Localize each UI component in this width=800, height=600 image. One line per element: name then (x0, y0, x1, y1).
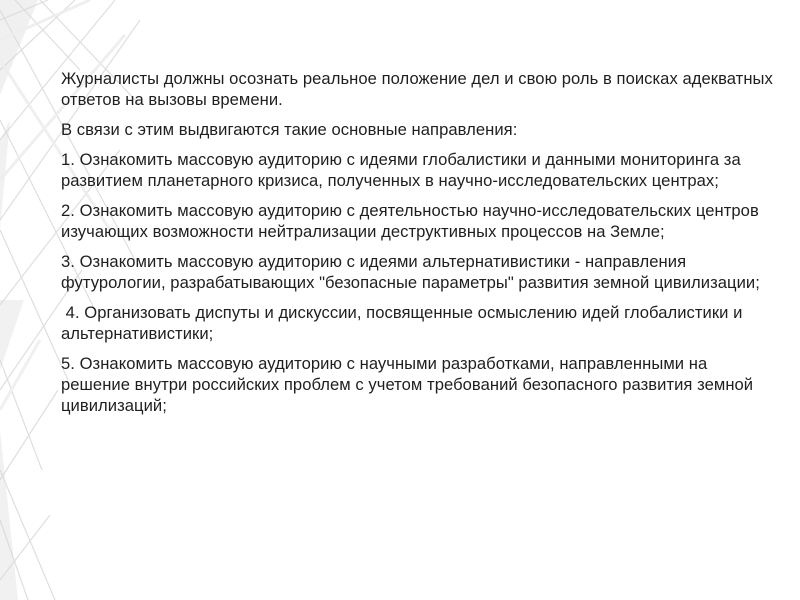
slide-text (61, 68, 777, 425)
direction-item-3: 3. Ознакомить массовую аудиторию с идеями альтернативистики - направления футурологии, разрабатывающих "безопасные параметры" развития земной цивилизации; (61, 252, 760, 292)
direction-item-4: 4. Организовать диспуты и дискуссии, посвященные осмыслению идей глобалистики и альтернативистики; (61, 303, 748, 343)
direction-item-5: 5. Ознакомить массовую аудиторию с научными разработками, направленными на решение внутри российских проблем с учетом требований безопасного развития земной цивилизаций; (61, 354, 754, 415)
direction-item-2: 2. Ознакомить массовую аудиторию с деятельностью научно-исследовательских центров изучающих возможности нейтрализации деструктивных процессов на Земле; (61, 201, 759, 241)
direction-item-1: 1. Ознакомить массовую аудиторию с идеями глобалистики и данными мониторинга за развитием планетарного кризиса, полученных в научно-исследовательских центрах; (61, 150, 741, 190)
intro-paragraph: Журналисты должны осознать реальное положение дел и свою роль в поисках адекватных ответов на вызовы времени. (61, 69, 773, 109)
directions-heading: В связи с этим выдвигаются такие основные направления: (61, 120, 518, 139)
